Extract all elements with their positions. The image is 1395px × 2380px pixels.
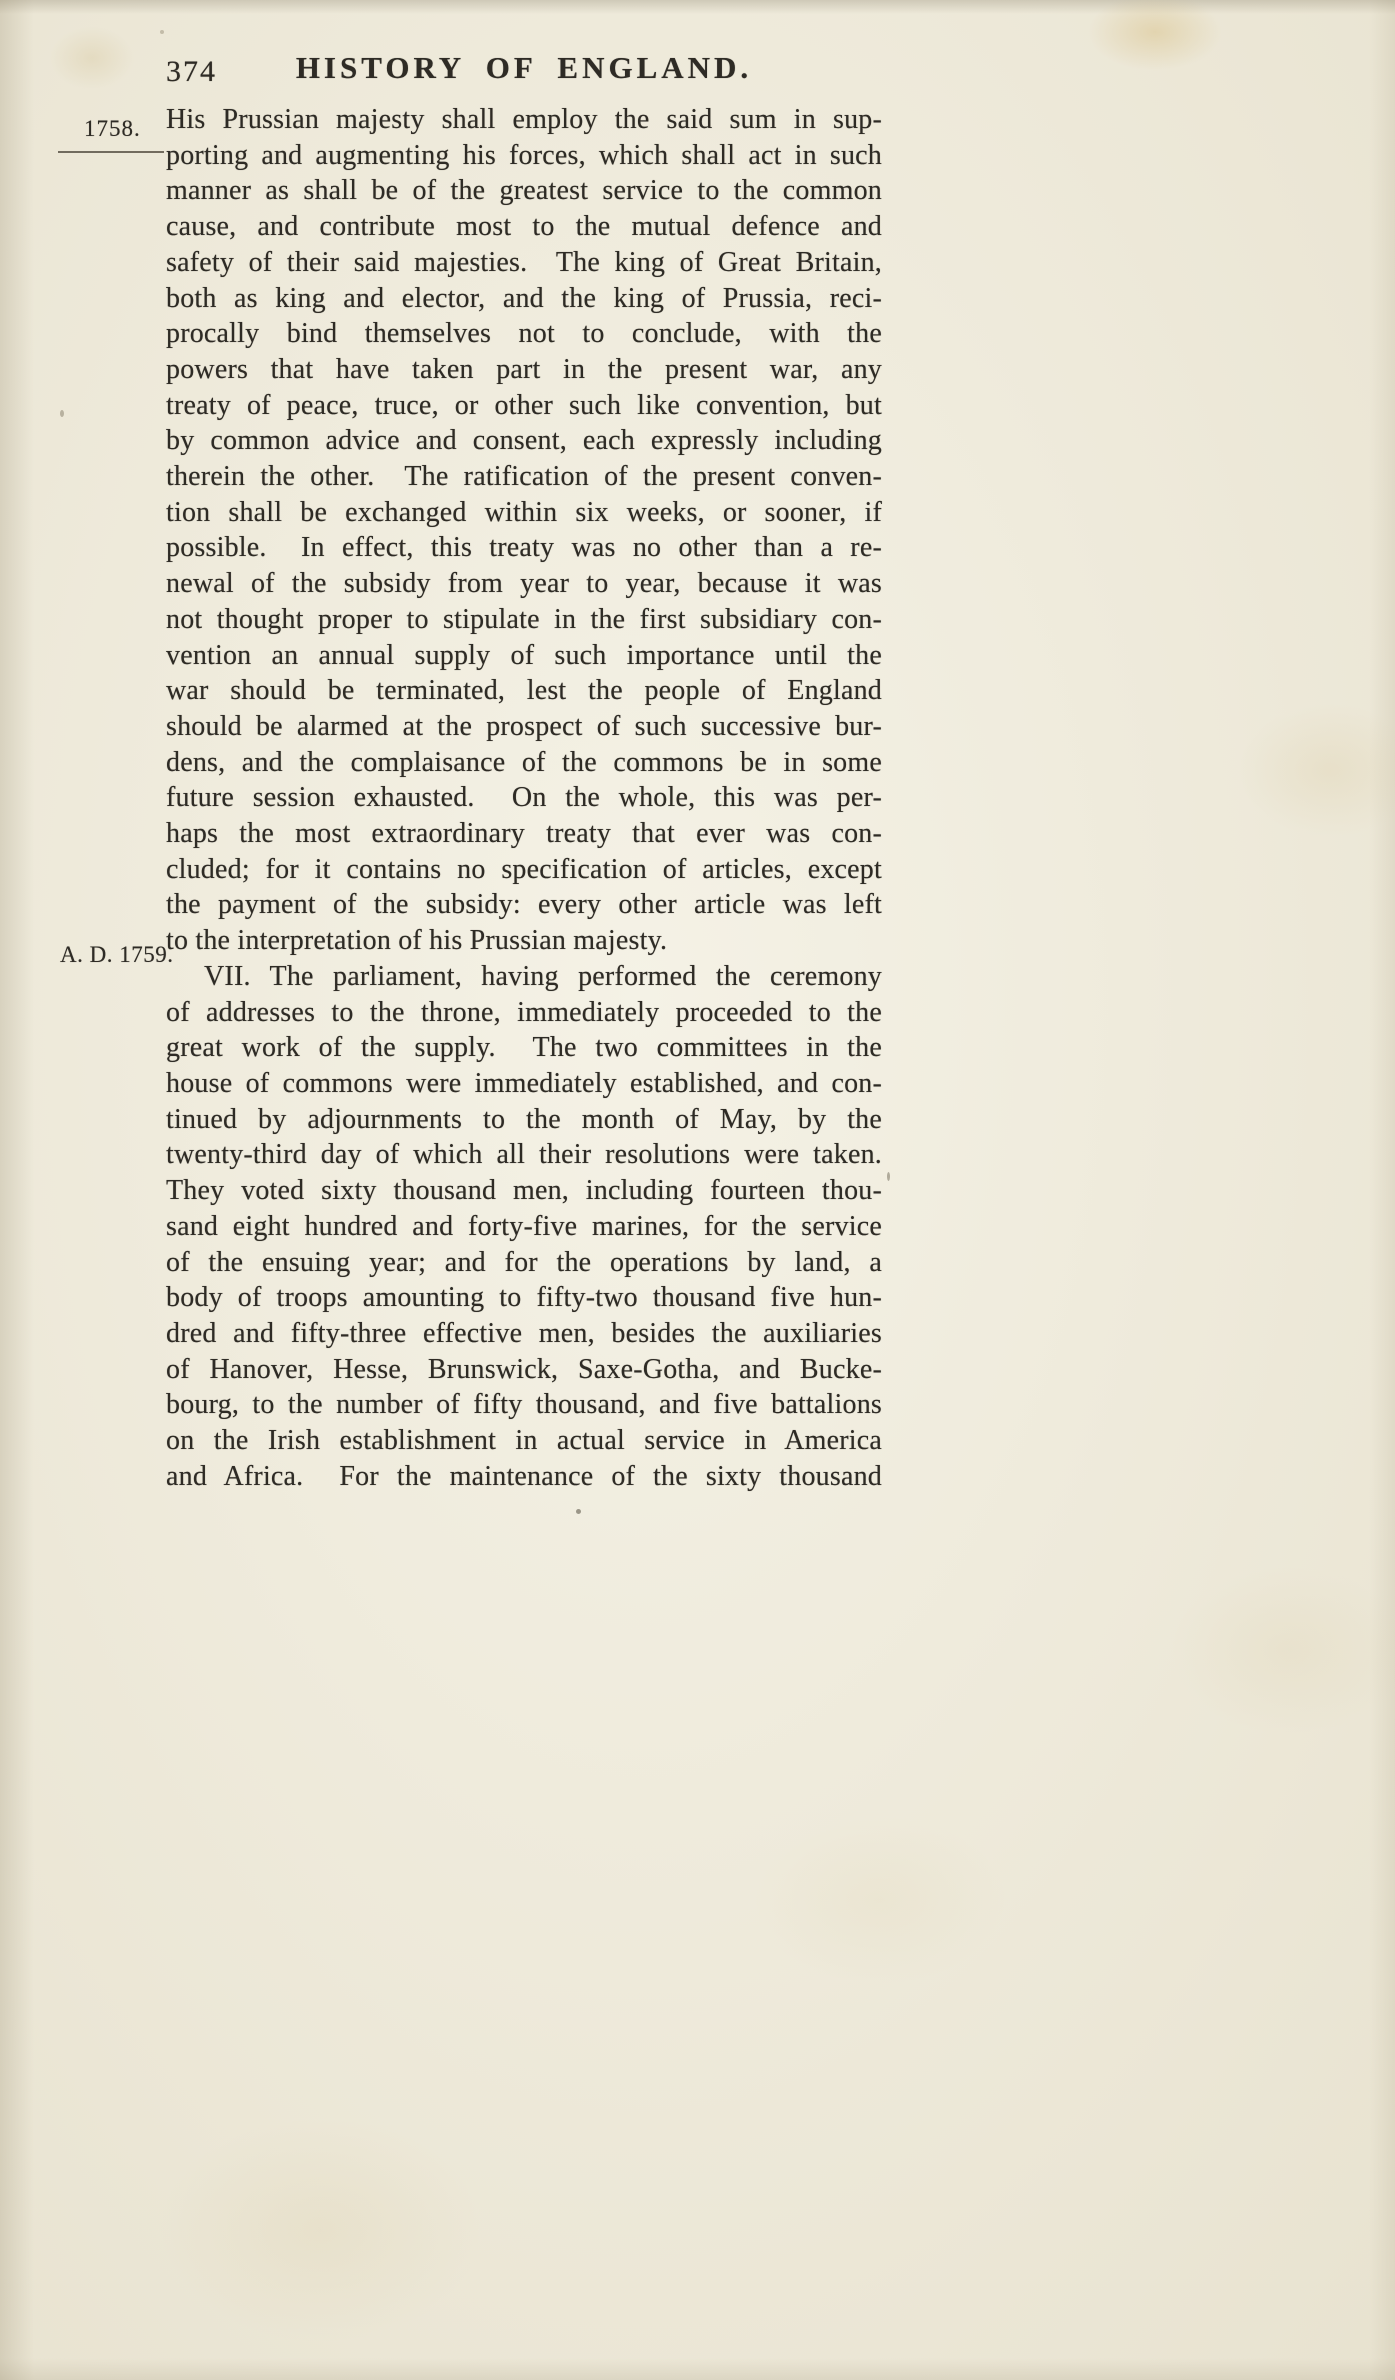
text-line: possible. In effect, this treaty was no other than a re-	[166, 532, 882, 564]
margin-note-year-1758: 1758.	[84, 116, 141, 141]
text-line: manner as shall be of the greatest service to the common	[166, 175, 882, 207]
text-line: on the Irish establishment in actual service in America	[166, 1425, 882, 1457]
text-line: cluded; for it contains no specification of articles, except	[166, 853, 882, 885]
text-line: of the ensuing year; and for the operations by land, a	[166, 1246, 882, 1278]
text-line: house of commons were immediately established, and con-	[166, 1067, 882, 1099]
text-line: of addresses to the throne, immediately proceeded to the	[166, 996, 882, 1028]
text-line: not thought proper to stipulate in the first subsidiary con-	[166, 603, 882, 635]
text-line: should be alarmed at the prospect of such successive bur-	[166, 710, 882, 742]
text-line: procally bind themselves not to conclude, with the	[166, 318, 882, 350]
text-line: haps the most extraordinary treaty that ever was con-	[166, 818, 882, 850]
text-line: sand eight hundred and forty-five marines, for the service	[166, 1210, 882, 1242]
text-line: therein the other. The ratification of the present conven-	[166, 461, 882, 493]
ink-speck	[887, 1172, 890, 1181]
page-header	[166, 50, 882, 94]
text-line: They voted sixty thousand men, including fourteen thou-	[166, 1175, 882, 1207]
text-line: safety of their said majesties. The king of Great Britain,	[166, 246, 882, 278]
text-line: powers that have taken part in the present war, any	[166, 353, 882, 385]
text-line: VII. The parliament, having performed the ceremony	[204, 960, 882, 992]
text-line: treaty of peace, truce, or other such like convention, but	[166, 389, 882, 421]
text-line: porting and augmenting his forces, which shall act in such	[166, 139, 882, 171]
ink-speck	[160, 30, 164, 34]
text-line: twenty-third day of which all their resolutions were taken.	[166, 1139, 882, 1171]
text-line: by common advice and consent, each expressly including	[166, 425, 882, 457]
text-line: future session exhausted. On the whole, this was per-	[166, 782, 882, 814]
text-line: dred and fifty-three effective men, besides the auxiliaries	[166, 1317, 882, 1349]
text-line: His Prussian majesty shall employ the said sum in sup-	[166, 104, 882, 135]
margin-note-year-1759: A. D. 1759.	[60, 942, 174, 967]
margin-note-rule	[58, 151, 164, 153]
text-line: of Hanover, Hesse, Brunswick, Saxe-Gotha, and Bucke-	[166, 1353, 882, 1385]
running-title: HISTORY OF ENGLAND.	[295, 50, 753, 85]
text-line: the payment of the subsidy: every other article was left	[166, 889, 882, 921]
ink-speck	[576, 1509, 581, 1514]
text-line: great work of the supply. The two committees in the	[166, 1032, 882, 1064]
text-line: body of troops amounting to fifty-two thousand five hun-	[166, 1282, 882, 1314]
ink-speck	[60, 410, 64, 417]
text-line: tion shall be exchanged within six weeks, or sooner, if	[166, 496, 882, 528]
text-line: both as king and elector, and the king of Prussia, reci-	[166, 282, 882, 314]
paragraph-2	[166, 959, 882, 1495]
body-text-column	[166, 102, 882, 1494]
text-line: bourg, to the number of fifty thousand, and five battalions	[166, 1389, 882, 1421]
text-line: tinued by adjournments to the month of May, by the	[166, 1103, 882, 1135]
paragraph-1	[166, 102, 882, 959]
text-line: war should be terminated, lest the people of England	[166, 675, 882, 707]
text-line: to the interpretation of his Prussian majesty.	[166, 925, 668, 957]
text-line: vention an annual supply of such importance until the	[166, 639, 882, 671]
text-line: cause, and contribute most to the mutual defence and	[166, 211, 882, 243]
text-line: newal of the subsidy from year to year, because it was	[166, 568, 882, 600]
page-number: 374	[166, 55, 217, 88]
text-line: dens, and the complaisance of the commons be in some	[166, 746, 882, 778]
text-line: and Africa. For the maintenance of the sixty thousand	[166, 1460, 882, 1492]
